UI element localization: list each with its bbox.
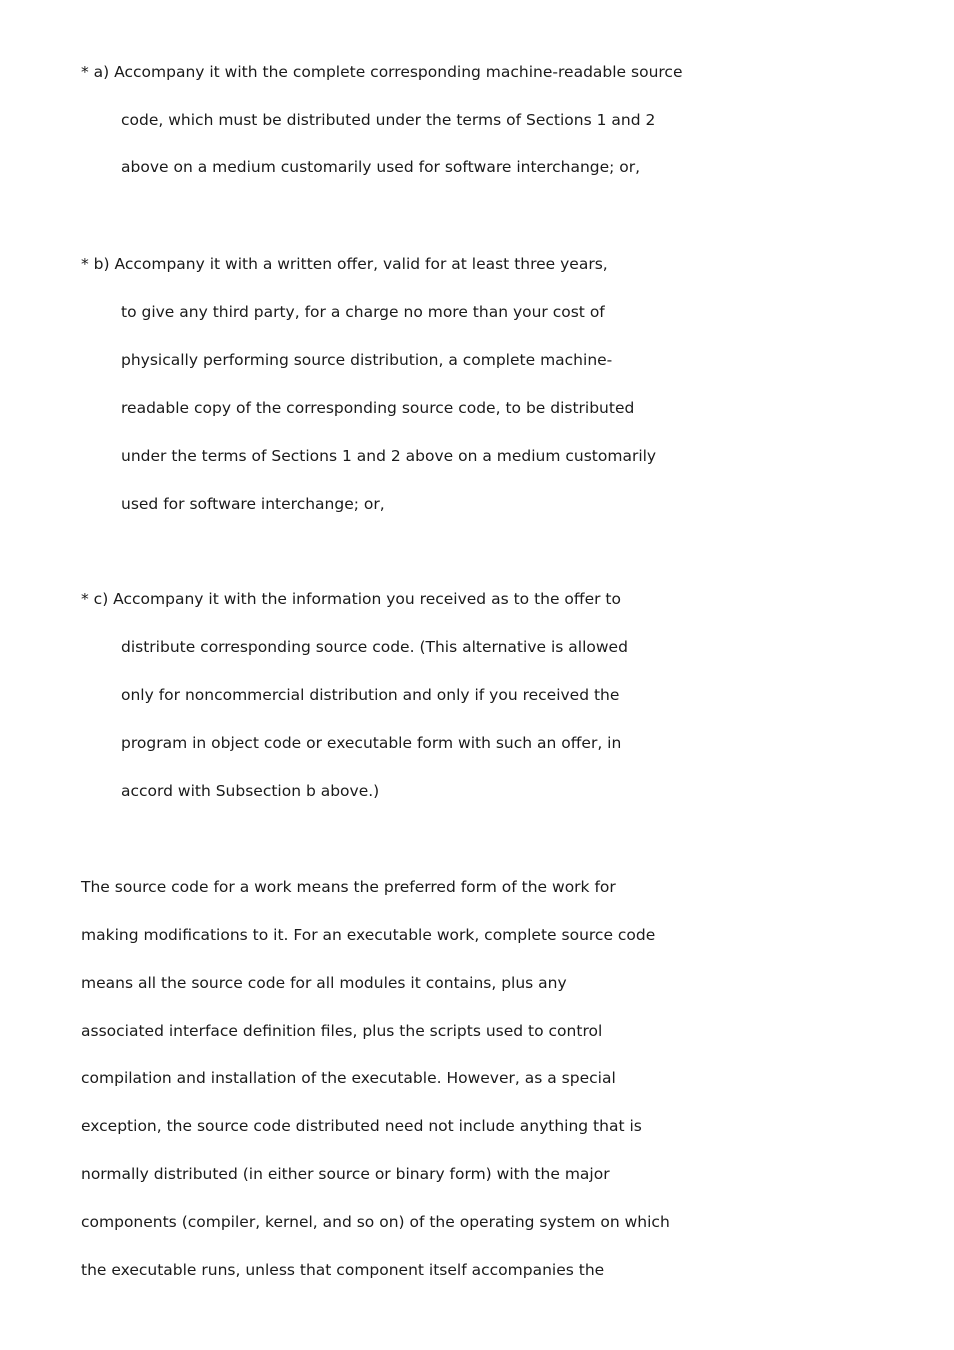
paragraph-line-2: making modifications to it. For an executable work, complete source code [81,926,656,944]
list-item-b-line-4: readable copy of the corresponding source code, to be distributed [121,399,635,417]
paragraph-line-8: components (compiler, kernel, and so on) of the operating system on which [81,1213,670,1231]
list-item-b-line-2: to give any third party, for a charge no more than your cost of [121,303,605,321]
paragraph-line-6: exception, the source code distributed need not include anything that is [81,1117,642,1135]
paragraph-line-5: compilation and installation of the executable. However, as a special [81,1069,616,1087]
list-item-b-line-3: physically performing source distribution, a complete machine- [121,351,613,369]
list-item-a-line-3: above on a medium customarily used for software interchange; or, [121,158,641,176]
paragraph-line-3: means all the source code for all modules it contains, plus any [81,974,567,992]
list-item-c-line-5: accord with Subsection b above.) [121,782,380,800]
paragraph-line-1: The source code for a work means the preferred form of the work for [81,878,616,896]
list-item-a-line-1: * a) Accompany it with the complete corresponding machine-readable source [81,63,683,81]
list-item-b-line-1: * b) Accompany it with a written offer, valid for at least three years, [81,255,608,273]
list-item-c-line-4: program in object code or executable form with such an offer, in [121,734,622,752]
list-item-b-line-5: under the terms of Sections 1 and 2 above on a medium customarily [121,447,657,465]
paragraph-line-7: normally distributed (in either source or binary form) with the major [81,1165,610,1183]
list-item-c-line-1: * c) Accompany it with the information you received as to the offer to [81,590,621,608]
paragraph-line-4: associated interface definition files, plus the scripts used to control [81,1022,603,1040]
list-item-a-line-2: code, which must be distributed under the terms of Sections 1 and 2 [121,111,656,129]
paragraph-line-9: the executable runs, unless that component itself accompanies the [81,1261,605,1279]
list-item-c-line-3: only for noncommercial distribution and only if you received the [121,686,620,704]
list-item-b-line-6: used for software interchange; or, [121,495,385,513]
list-item-c-line-2: distribute corresponding source code. (This alternative is allowed [121,638,628,656]
